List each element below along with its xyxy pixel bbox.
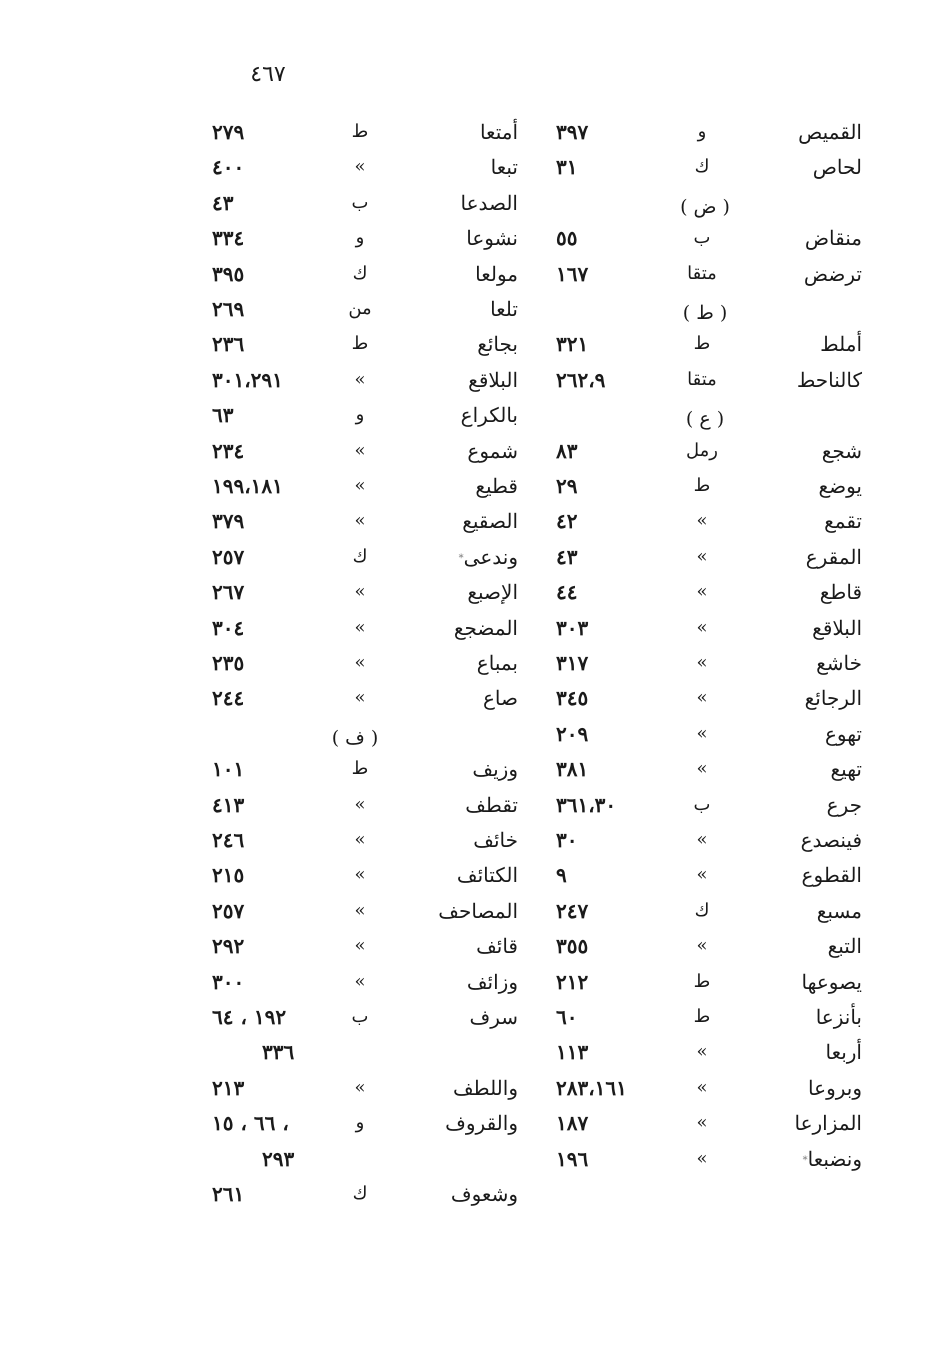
meter-mark: و [697, 121, 707, 142]
page-ref: ٢٠٩ [556, 722, 589, 746]
page-ref: ٣٠٠ [212, 970, 245, 994]
page-ref: ٢١٥ [212, 863, 245, 887]
meter-mark: ب [693, 227, 711, 248]
page-ref: ٥٥ [556, 226, 578, 250]
asterisk-marker: * [802, 1154, 808, 1166]
page-ref: ١٨٧ [556, 1111, 589, 1135]
rhyme-letter-heading: ( ط ) [682, 302, 728, 324]
rhyme-letter-heading: ( ض ) [680, 196, 730, 218]
meter-mark: و [355, 1112, 365, 1133]
meter-mark: ط [351, 758, 369, 779]
page-ref: ٤٢ [556, 509, 578, 533]
page-ref: ٣٤٥ [556, 686, 589, 710]
meter-mark: » [696, 617, 708, 638]
index-word: منقاض [804, 226, 862, 250]
page-ref: ١٦٧ [556, 262, 589, 286]
page-ref: ٣١ [556, 155, 578, 179]
page-ref: ٣٧٩ [212, 509, 245, 533]
page-ref: ٤٣ [212, 191, 234, 215]
index-word: شموع [467, 439, 518, 463]
meter-mark: و [355, 404, 365, 425]
index-word: كالناحط [796, 368, 862, 392]
asterisk-marker: * [458, 552, 464, 564]
index-word: وبروعا [808, 1076, 862, 1100]
index-word: أربعا [825, 1040, 862, 1064]
index-word: البلاقع [468, 368, 518, 392]
index-word: التبع [827, 934, 862, 958]
index-word: قائف [476, 934, 518, 958]
meter-mark: » [354, 935, 366, 956]
index-word: لحاص [812, 155, 862, 179]
meter-mark: » [696, 758, 708, 779]
page-ref: ٦٠ [556, 1005, 578, 1029]
meter-mark: » [696, 723, 708, 744]
index-word: بأنزعا [815, 1005, 862, 1029]
page-ref: ٣٠٣ [556, 616, 589, 640]
meter-mark: ك [694, 900, 710, 921]
index-word: البلاقع [812, 616, 862, 640]
page-ref: ٢٥٧ [212, 899, 245, 923]
meter-mark: ط [351, 121, 369, 142]
page-ref: ٢٩٢ [212, 934, 245, 958]
page-ref: ٦٣ [212, 403, 234, 427]
rhyme-letter-heading: ( ف ) [331, 727, 379, 749]
page-ref: ٩ [556, 863, 567, 887]
page-ref: ١٩٢ ، ٦٤ [212, 1005, 287, 1029]
meter-mark: » [354, 510, 366, 531]
page-number: ٤٦٧ [250, 62, 286, 87]
page-ref: ٢٦٢،٩ [556, 368, 606, 392]
meter-mark: » [696, 546, 708, 567]
meter-mark: » [354, 829, 366, 850]
page-ref: ٨٣ [556, 439, 578, 463]
page-ref: ٤٤ [556, 580, 578, 604]
index-word: خاشع [816, 651, 862, 675]
page-ref: ٢٤٤ [212, 686, 245, 710]
meter-mark: » [696, 687, 708, 708]
meter-mark: » [354, 971, 366, 992]
index-word: تهوع [824, 722, 862, 746]
index-word: أملط [820, 332, 862, 356]
meter-mark: و [355, 227, 365, 248]
page-ref: ٤١٣ [212, 793, 245, 817]
page-ref: ٤٠٠ [212, 155, 245, 179]
index-word: بجائع [477, 332, 518, 356]
meter-mark: » [354, 617, 366, 638]
page-ref: ٢٤٧ [556, 899, 589, 923]
page-ref: ٢٧٩ [212, 120, 245, 144]
meter-mark: » [354, 652, 366, 673]
page-ref: ١٩٩،١٨١ [212, 474, 283, 498]
index-word: يوضع [818, 474, 862, 498]
meter-mark: » [696, 1112, 708, 1133]
meter-mark: رمل [686, 440, 718, 461]
index-word: فينصدع [800, 828, 862, 852]
page-ref: ٣٠١،٢٩١ [212, 368, 283, 392]
meter-mark: متقا [687, 369, 717, 390]
index-word: مولعا [475, 262, 518, 286]
index-word: الإصبع [467, 580, 518, 604]
meter-mark: ط [351, 333, 369, 354]
index-word: يصوعها [801, 970, 862, 994]
page-ref: ٣٨١ [556, 757, 589, 781]
index-word: جرع [826, 793, 862, 817]
page-ref: ٢١٣ [212, 1076, 245, 1100]
meter-mark: » [354, 475, 366, 496]
meter-mark: ك [352, 1183, 368, 1204]
index-word: بالكراع [460, 403, 518, 427]
page-ref: ٣١٧ [556, 651, 589, 675]
page-ref: ٣٦١،٣٠ [556, 793, 617, 817]
meter-mark: » [696, 510, 708, 531]
page-ref: ٣٣٤ [212, 226, 245, 250]
index-word: شجع [821, 439, 862, 463]
page-ref: ٢٣٤ [212, 439, 245, 463]
index-word: صاع [482, 686, 518, 710]
page-ref: ٣٩٥ [212, 262, 245, 286]
meter-mark: » [696, 935, 708, 956]
page-ref: ٢١٢ [556, 970, 589, 994]
meter-mark: » [354, 156, 366, 177]
meter-mark: » [696, 652, 708, 673]
meter-mark: ط [693, 1006, 711, 1027]
index-word: والقروف [445, 1111, 518, 1135]
index-word: خائف [473, 828, 518, 852]
meter-mark: » [354, 864, 366, 885]
index-word: وندعى* [458, 545, 518, 569]
meter-mark: » [354, 581, 366, 602]
meter-mark: » [354, 440, 366, 461]
index-word: ونضبعا* [802, 1147, 862, 1171]
page-ref: ٢٣٥ [212, 651, 245, 675]
page-ref: ٣٩٧ [556, 120, 589, 144]
index-word: تهيع [830, 757, 862, 781]
page-ref-continued: ٢٩٣ [262, 1147, 295, 1171]
index-word: تقطف [465, 793, 518, 817]
page-ref: ٢٦٧ [212, 580, 245, 604]
meter-mark: ب [351, 192, 369, 213]
page-ref: ٣٥٥ [556, 934, 589, 958]
index-word: وزائف [466, 970, 518, 994]
page-ref: ٦٦ ، ١٥ ، [212, 1111, 289, 1135]
meter-mark: » [696, 864, 708, 885]
index-word: تبعا [490, 155, 518, 179]
rhyme-letter-heading: ( ع ) [685, 408, 725, 430]
meter-mark: ط [693, 971, 711, 992]
page-ref: ٣٠٤ [212, 616, 245, 640]
index-word: المصاحف [438, 899, 518, 923]
index-word: وزيف [472, 757, 518, 781]
page-ref: ٢٣٦ [212, 332, 245, 356]
index-word: وشعوف [450, 1182, 518, 1206]
meter-mark: ب [351, 1006, 369, 1027]
index-word: المزارعا [794, 1111, 862, 1135]
meter-mark: ك [694, 156, 710, 177]
index-word: مسبع [816, 899, 862, 923]
meter-mark: ك [352, 546, 368, 567]
meter-mark: » [696, 581, 708, 602]
meter-mark: من [348, 298, 372, 319]
index-word: الكتائف [456, 863, 518, 887]
meter-mark: ط [693, 475, 711, 496]
page-ref-continued: ٣٣٦ [262, 1040, 295, 1064]
index-word: القميص [798, 120, 862, 144]
page-ref: ٢٩ [556, 474, 578, 498]
meter-mark: ك [352, 263, 368, 284]
page-ref: ١٩٦ [556, 1147, 589, 1171]
page-ref: ١٠١ [212, 757, 245, 781]
index-word: ترضض [803, 262, 862, 286]
index-word: بمباع [476, 651, 518, 675]
meter-mark: » [354, 900, 366, 921]
page-ref: ٢٥٧ [212, 545, 245, 569]
index-word: سرف [469, 1005, 518, 1029]
index-word: قطيع [475, 474, 518, 498]
page-ref: ٣٠ [556, 828, 578, 852]
page-ref: ٢٨٣،١٦١ [556, 1076, 627, 1100]
meter-mark: » [354, 1077, 366, 1098]
meter-mark: » [696, 1148, 708, 1169]
index-word: تلعا [490, 297, 518, 321]
page-ref: ٢٦٩ [212, 297, 245, 321]
page-ref: ٢٤٦ [212, 828, 245, 852]
meter-mark: متقا [687, 263, 717, 284]
page-ref: ٣٢١ [556, 332, 589, 356]
index-word: نشوعا [466, 226, 518, 250]
meter-mark: » [354, 369, 366, 390]
index-word: القطوع [801, 863, 862, 887]
meter-mark: » [696, 829, 708, 850]
index-word: المضجع [453, 616, 518, 640]
index-word: واللطف [452, 1076, 518, 1100]
meter-mark: ط [693, 333, 711, 354]
page-ref: ٤٣ [556, 545, 578, 569]
meter-mark: ب [693, 794, 711, 815]
meter-mark: » [354, 794, 366, 815]
meter-mark: » [696, 1041, 708, 1062]
index-word: أمتعا [479, 120, 518, 144]
index-word: المقرع [805, 545, 862, 569]
meter-mark: » [354, 687, 366, 708]
page-ref: ٢٦١ [212, 1182, 245, 1206]
index-word: الصدعا [460, 191, 518, 215]
index-word: قاطع [819, 580, 862, 604]
meter-mark: » [696, 1077, 708, 1098]
page-ref: ١١٣ [556, 1040, 589, 1064]
index-word: الصقيع [462, 509, 518, 533]
index-word: الرجائع [804, 686, 862, 710]
index-word: تقمع [824, 509, 862, 533]
